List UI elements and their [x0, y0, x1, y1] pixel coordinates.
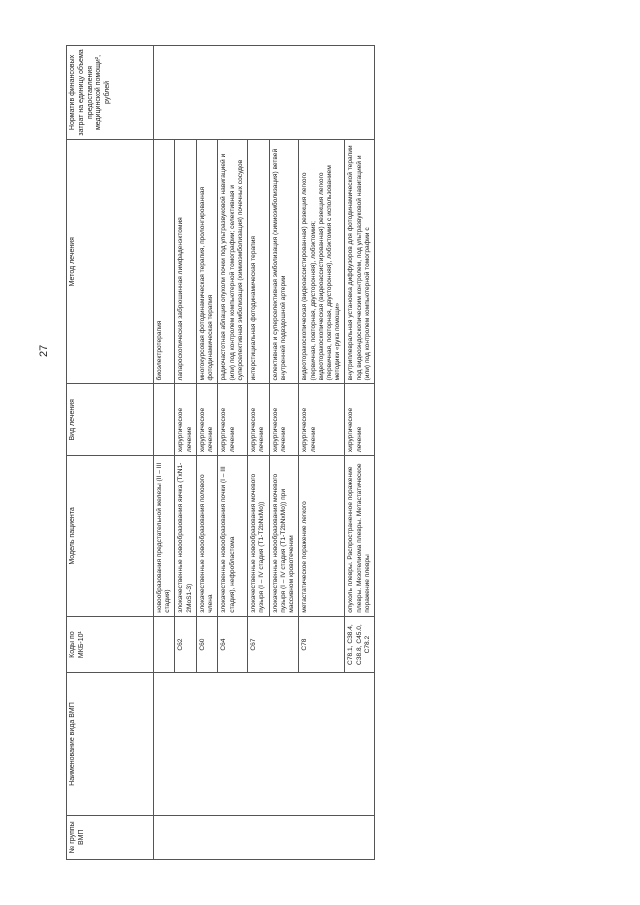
type-cell: хирургическое лечение [248, 384, 269, 456]
code-cell: C67 [248, 616, 299, 673]
header-name: Наименование вида ВМП [67, 673, 154, 815]
type-cell: хирургическое лечение [345, 384, 375, 456]
page-number: 27 [38, 344, 50, 357]
rotated-table-container [66, 45, 592, 860]
method-cell: видеоторакоскопическая (видеоассистированная) резекция легкого (первичная, повторная, двусторонняя), лобэктомия; видеоторакоскопическая (видеоассистированная) резекция легкого (первичная, повторная, двусторонняя), лобэктомия с использованием методики «рука помощи» [299, 139, 345, 384]
group-cell [154, 815, 375, 859]
code-cell: C62 [175, 616, 196, 673]
type-cell: хирургическое лечение [196, 384, 217, 456]
method-cell: многокурсовая фотодинамическая терапия, пролонгированная фотодинамическая терапия [196, 139, 217, 384]
model-cell: метастатическое поражение легкого [299, 456, 345, 617]
code-cell: C78.1, C38.4, C38.8, C45.0, C78.2 [345, 616, 375, 673]
header-row [67, 46, 154, 860]
model-cell: злокачественные новообразования почки (I – III стадия), нефробластома [218, 456, 248, 617]
header-type: Вид лечения [67, 384, 154, 456]
code-cell: C78 [299, 616, 345, 673]
type-cell: хирургическое лечение [269, 384, 299, 456]
model-cell: опухоль плевры. Распространенное поражение плевры. Мезотелиома плевры. Метастатическое поражение плевры [345, 456, 375, 617]
header-method: Метод лечения [67, 139, 154, 384]
header-group: № группы ВМП [67, 815, 154, 859]
model-cell: злокачественные новообразования яичка (TxN1-2MoS1-3) [175, 456, 196, 617]
method-cell: лапароскопическая забрюшинная лимфаденэктомия [175, 139, 196, 384]
code-cell: C60 [196, 616, 217, 673]
code-cell: C64 [218, 616, 248, 673]
code-cell [154, 616, 175, 673]
method-cell: интерстициальная фотодинамическая терапия [248, 139, 269, 384]
model-cell: злокачественные новообразования мочевого пузыря (I – IV стадия (T1-T2bNxMo)) [248, 456, 269, 617]
vmp-table [66, 45, 375, 860]
type-cell: хирургическое лечение [218, 384, 248, 456]
type-cell: хирургическое лечение [299, 384, 345, 456]
method-cell: радиочастотная аблация опухоли почки под ультразвуковой навигацией и (или) под контролем компьютерной томографии; селективная и суперселективная эмболизация (химиоэмболизация) почечных сосудов [218, 139, 248, 384]
header-norm: Норматив финансовых затрат на единицу объема предоставления медицинской помощи², рублей [67, 46, 154, 140]
type-cell: хирургическое лечение [175, 384, 196, 456]
name-cell [154, 673, 375, 815]
model-cell: новообразования предстательной железы (II – III стадия) [154, 456, 175, 617]
model-cell: злокачественные новообразования мочевого пузыря (I – IV стадия (T1-T2bNxMo)) при массивном кровотечении [269, 456, 299, 617]
header-codes: Коды по МКБ-10¹ [67, 616, 154, 673]
method-cell: внутриплевральная установка диффузоров для фотодинамической терапии под видеоэндоскопическим контролем, под ультразвуковой навигацией и (или) под контролем компьютерной томографии с [345, 139, 375, 384]
model-cell: злокачественные новообразования полового члена [196, 456, 217, 617]
type-cell [154, 384, 175, 456]
table-row [154, 46, 175, 860]
method-cell: биоэлектротерапия [154, 139, 175, 384]
norm-cell [154, 46, 375, 140]
header-model: Модель пациента [67, 456, 154, 617]
method-cell: селективная и суперселективная эмболизация (химиоэмболизация) ветвей внутренней подвздошной артерии [269, 139, 299, 384]
